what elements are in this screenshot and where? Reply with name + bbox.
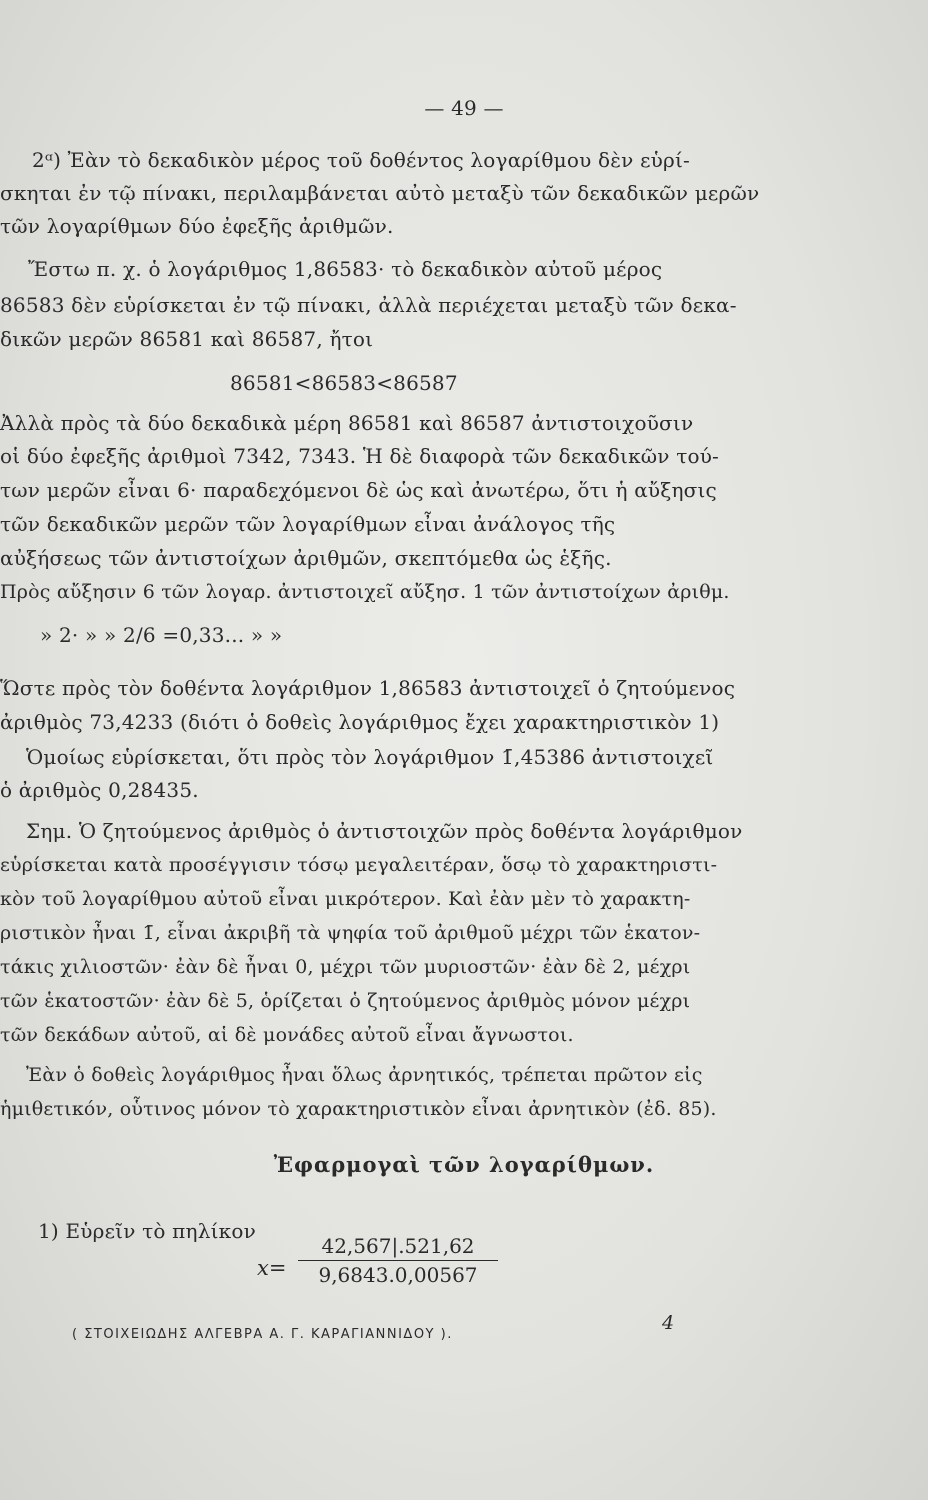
text-line-17: Ὁμοίως εὑρίσκεται, ὅτι πρὸς τὸν λογάριθμον 1̄,45386 ἀντιστοιχεῖ (26, 745, 714, 769)
text-line-2: σκηται ἐν τῷ πίνακι, περιλαμβάνεται αὐτὸ μεταξὺ τῶν δεκαδικῶν μερῶν (0, 181, 760, 205)
equation-denominator: 9,6843.0,00567 (318, 1263, 478, 1287)
section-heading: Ἐφαρμογαὶ τῶν λογαρίθμων. (273, 1152, 655, 1177)
note-line-9: ἡμιθετικόν, οὗτινος μόνον τὸ χαρακτηριστικὸν εἶναι ἀρνητικὸν (ἐδ. 85). (0, 1098, 717, 1120)
text-line-8: Ἀλλὰ πρὸς τὰ δύο δεκαδικὰ μέρη 86581 καὶ 86587 ἀντιστοιχοῦσιν (0, 411, 694, 435)
note-line-1: Σημ. Ὁ ζητούμενος ἀριθμὸς ὁ ἀντιστοιχῶν πρὸς δοθέντα λογάριθμον (26, 819, 743, 843)
text-line-1: 2ᵅ) Ἐὰν τὸ δεκαδικὸν μέρος τοῦ δοθέντος λογαρίθμου δὲν εὑρί- (32, 148, 690, 172)
problem-label: 1) Εὑρεῖν τὸ πηλίκον (38, 1219, 256, 1243)
note-line-6: τῶν ἑκατοστῶν· ἐὰν δὲ 5, ὁρίζεται ὁ ζητούμενος ἀριθμὸς μόνον μέχρι (0, 990, 691, 1012)
equation-numerator: 42,567|.521,62 (321, 1234, 475, 1258)
proportion-line: » 2· » » 2/6 =0,33... » » (40, 623, 283, 647)
footer-imprint: ( ΣΤΟΙΧΕΙΩΔΗΣ ΑΛΓΕΒΡΑ Α. Γ. ΚΑΡΑΓΙΑΝΝΙΔΟΥ ). (72, 1327, 453, 1342)
note-line-7: τῶν δεκάδων αὐτοῦ, αἱ δὲ μονάδες αὐτοῦ εἶναι ἄγνωστοι. (0, 1024, 574, 1046)
note-line-3: κὸν τοῦ λογαρίθμου αὐτοῦ εἶναι μικρότερον. Καὶ ἐὰν μὲν τὸ χαρακτη- (0, 888, 691, 910)
note-line-8: Ἐὰν ὁ δοθεὶς λογάριθμος ἦναι ὅλως ἀρνητικός, τρέπεται πρῶτον εἰς (26, 1064, 703, 1086)
text-line-9: οἱ δύο ἐφεξῆς ἀριθμοὶ 7342, 7343. Ἡ δὲ διαφορὰ τῶν δεκαδικῶν τού- (0, 444, 720, 468)
text-line-18: ὁ ἀριθμὸς 0,28435. (0, 778, 199, 802)
text-line-4: Ἔστω π. χ. ὁ λογάριθμος 1,86583· τὸ δεκαδικὸν αὐτοῦ μέρος (28, 257, 663, 281)
note-line-5: τάκις χιλιοστῶν· ἐὰν δὲ ἦναι 0, μέχρι τῶν μυριοστῶν· ἐὰν δὲ 2, μέχρι (0, 956, 691, 978)
note-line-4: ριστικὸν ἦναι 1̄, εἶναι ἀκριβῆ τὰ ψηφία τοῦ ἀριθμοῦ μέχρι τῶν ἑκατον- (0, 922, 701, 944)
signature-mark: 4 (662, 1312, 675, 1334)
text-line-10: των μερῶν εἶναι 6· παραδεχόμενοι δὲ ὡς καὶ ἀνωτέρω, ὅτι ἡ αὔξησις (0, 478, 717, 502)
equation-fraction (298, 1234, 498, 1287)
text-line-11: τῶν δεκαδικῶν μερῶν τῶν λογαρίθμων εἶναι ἀνάλογος τῆς (0, 512, 616, 536)
text-line-16: ἀριθμὸς 73,4233 (διότι ὁ δοθεὶς λογάριθμος ἔχει χαρακτηριστικὸν 1) (0, 710, 720, 734)
text-line-13: Πρὸς αὔξησιν 6 τῶν λογαρ. ἀντιστοιχεῖ αὔξησ. 1 τῶν ἀντιστοίχων ἀριθμ. (0, 581, 730, 603)
text-line-6: δικῶν μερῶν 86581 καὶ 86587, ἤτοι (0, 327, 374, 351)
equation-lhs: x= (257, 1256, 287, 1280)
text-line-5: 86583 δὲν εὑρίσκεται ἐν τῷ πίνακι, ἀλλὰ περιέχεται μεταξὺ τῶν δεκα- (0, 293, 737, 317)
text-line-12: αὐξήσεως τῶν ἀντιστοίχων ἀριθμῶν, σκεπτόμεθα ὡς ἑξῆς. (0, 546, 612, 570)
page-number: — 49 — (424, 96, 504, 120)
inequality-line: 86581<86583<86587 (230, 371, 458, 395)
text-line-3: τῶν λογαρίθμων δύο ἐφεξῆς ἀριθμῶν. (0, 214, 394, 238)
fraction-bar (298, 1260, 498, 1261)
note-line-2: εὑρίσκεται κατὰ προσέγγισιν τόσῳ μεγαλειτέραν, ὅσῳ τὸ χαρακτηριστι- (0, 854, 718, 876)
text-line-15: Ὥστε πρὸς τὸν δοθέντα λογάριθμον 1,86583 ἀντιστοιχεῖ ὁ ζητούμενος (0, 676, 736, 700)
